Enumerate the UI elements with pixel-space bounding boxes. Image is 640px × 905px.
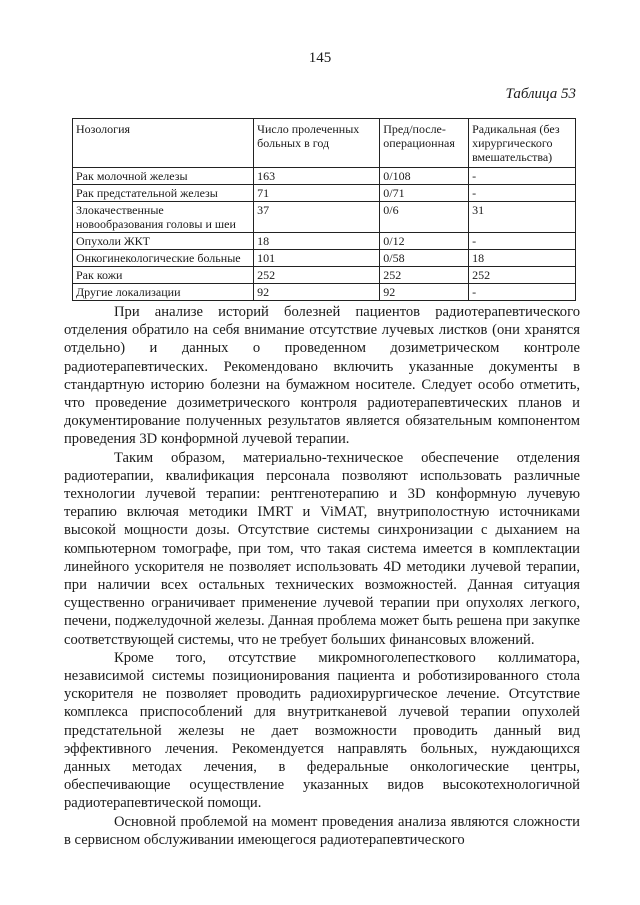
table-cell: Рак предстательной железы xyxy=(73,185,254,202)
table-row xyxy=(73,185,576,202)
table-caption: Таблица 53 xyxy=(505,86,576,102)
paragraph: Кроме того, отсутствие микромноголепесткового коллиматора, независимой системы позиционирования пациента и роботизированного стола ускорителя не позволяет проводить радиохирургическое лечение. Отсутствие комплекса приспособлений для внутритканевой лучевой терапии опухолей предстательной железы не дает возможности проводить данный вид эффективного лечения. Рекомендуется направлять больных, нуждающихся данных методах лечения, в федеральные онкологические центры, обеспечивающие осуществление указанных видов высокотехнологичной радиотерапевтической помощи. xyxy=(64,649,580,812)
table-row xyxy=(73,267,576,284)
paragraph: Таким образом, материально-техническое обеспечение отделения радиотерапии, квалификация персонала позволяют использовать различные технологии лучевой терапии: рентгенотерапию и 3D конформную лучевую терапию включая методики IMRT и ViMAT, внутриполостную источниками высокой мощности дозы. Отсутствие системы синхронизации с дыханием на компьютерном томографе, при том, что такая система имеется в комплектации линейного ускорителя не позволяет использовать 4D методики лучевой терапии, при наличии всех остальных технических возможностей. Данная ситуация существенно ограничивает применение лучевой терапии при опухолях легкого, печени, поджелудочной железы. Данная проблема может быть решена при закупке соответствующей системы, что не требует больших финансовых вложений. xyxy=(64,449,580,648)
table-cell: 37 xyxy=(254,202,380,233)
table-cell: Рак кожи xyxy=(73,267,254,284)
table-cell: 252 xyxy=(254,267,380,284)
table-cell: 18 xyxy=(469,250,576,267)
paragraph: Основной проблемой на момент проведения анализа являются сложности в сервисном обслуживании имеющегося радиотерапевтического xyxy=(64,813,580,848)
table-header-row xyxy=(73,119,576,168)
table-cell: 71 xyxy=(254,185,380,202)
header-radical: Радикальная (без хирургического вмешательства) xyxy=(469,119,576,168)
table-cell: Онкогинекологические больные xyxy=(73,250,254,267)
table-row xyxy=(73,284,576,301)
nosology-table xyxy=(72,118,576,301)
header-nosology: Нозология xyxy=(73,119,254,168)
table-cell: 18 xyxy=(254,233,380,250)
paragraph: При анализе историй болезней пациентов радиотерапевтического отделения обратило на себя внимание отсутствие лучевых листков (они хранятся отдельно) и данных о проведенном дозиметрическом контроле радиотерапевтических. Рекомендовано включить указанные документы в стандартную историю болезни на бумажном носителе. Следует особо отметить, что проведение дозиметрического контроля радиотерапевтических планов и документирование полученных результатов является обязательным компонентом проведения 3D конформной лучевой терапии. xyxy=(64,304,580,448)
page-number: 145 xyxy=(308,50,332,66)
table-cell: 252 xyxy=(469,267,576,284)
table-cell: 0/58 xyxy=(380,250,469,267)
table-cell: Опухоли ЖКТ xyxy=(73,233,254,250)
table-cell: Рак молочной железы xyxy=(73,168,254,185)
table-row xyxy=(73,168,576,185)
table-cell: 0/108 xyxy=(380,168,469,185)
table-cell: - xyxy=(469,185,576,202)
table-cell: - xyxy=(469,168,576,185)
table-cell: 0/12 xyxy=(380,233,469,250)
table-cell: 92 xyxy=(254,284,380,301)
table-cell: Злокачественные новообразования головы и шеи xyxy=(73,202,254,233)
header-patients-per-year: Число пролеченных больных в год xyxy=(254,119,380,168)
table-row xyxy=(73,233,576,250)
table-cell: 92 xyxy=(380,284,469,301)
body-text xyxy=(64,303,580,849)
table-cell: 0/71 xyxy=(380,185,469,202)
table-cell: 163 xyxy=(254,168,380,185)
table-cell: 101 xyxy=(254,250,380,267)
table-row xyxy=(73,202,576,233)
table-cell: 252 xyxy=(380,267,469,284)
table-cell: - xyxy=(469,233,576,250)
table-row xyxy=(73,250,576,267)
header-pre-post-operative: Пред/после-операционная xyxy=(380,119,469,168)
table-cell: Другие локализации xyxy=(73,284,254,301)
table-cell: 31 xyxy=(469,202,576,233)
table-cell: - xyxy=(469,284,576,301)
table-cell: 0/6 xyxy=(380,202,469,233)
